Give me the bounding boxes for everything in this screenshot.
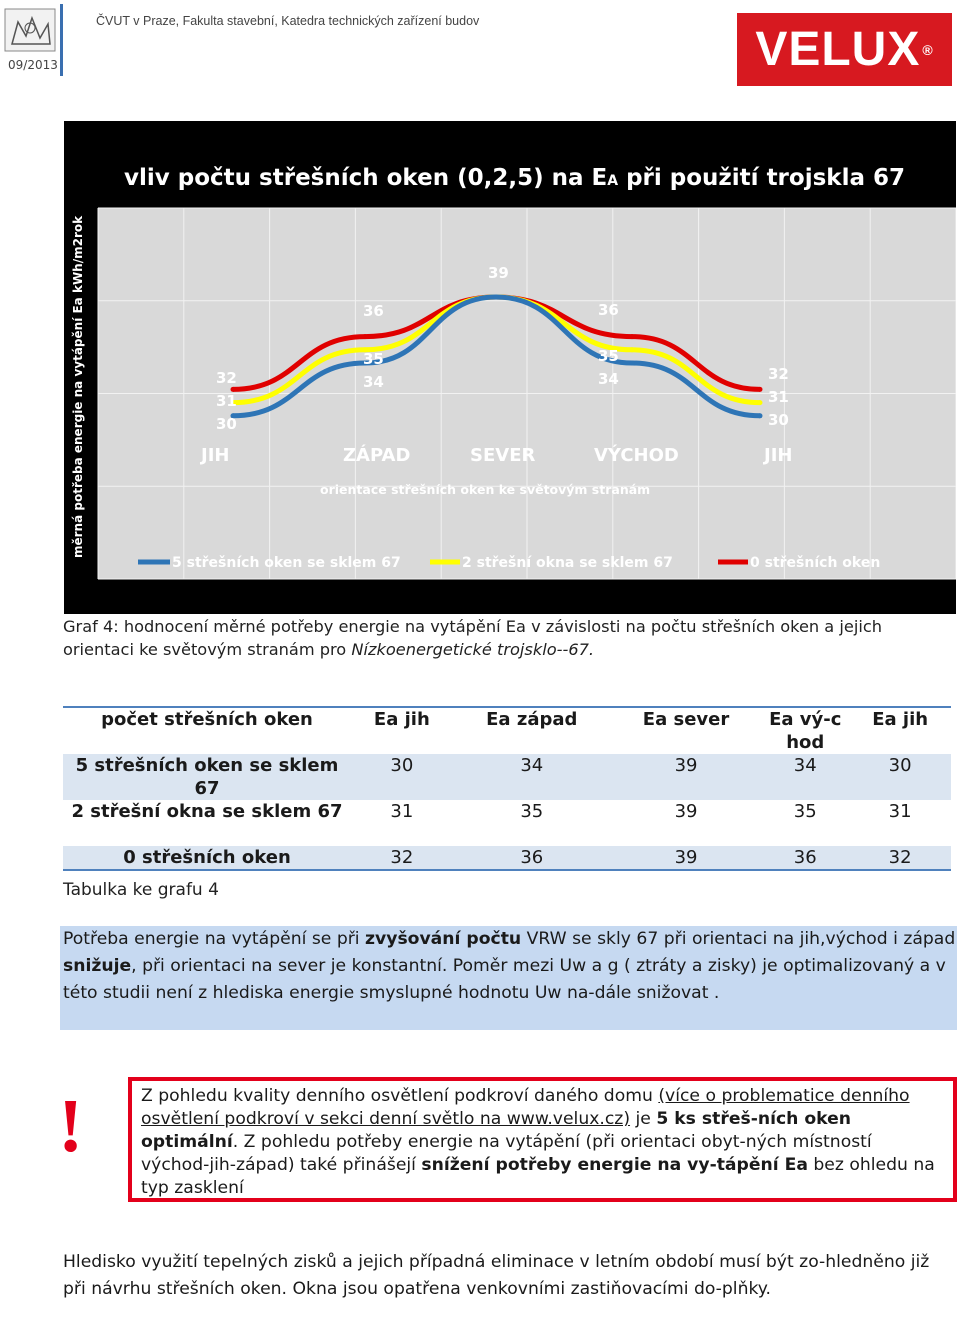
legend-label: 2 střešní okna se sklem 67	[462, 555, 673, 571]
cell: 34	[793, 755, 817, 776]
chart-caption: Graf 4: hodnocení měrné potřeby energie na vytápění Ea v závislosti na počtu střešních oken a jejich orientaci ke světovým stranám pro Nízkoenergetické trojsklo--67.	[63, 617, 882, 659]
table-row	[63, 800, 951, 846]
caption-italic: Nízkoenergetické trojsklo--67.	[351, 640, 595, 659]
cell: 31	[888, 801, 912, 822]
y-axis-label: měrná potřeba energie na vytápění Ea kWh/m2rok	[71, 215, 85, 558]
cell: 39	[674, 847, 698, 868]
cell: 39	[674, 801, 698, 822]
table-row	[63, 754, 951, 800]
category-label: JIH	[764, 445, 793, 466]
velux-logo	[737, 13, 952, 86]
data-label: 32	[216, 369, 237, 387]
row-label: 0 střešních oken	[123, 847, 291, 868]
cell: 36	[793, 847, 817, 868]
data-label: 39	[488, 264, 509, 282]
table-row	[63, 846, 951, 870]
category-label: ZÁPAD	[343, 445, 411, 466]
table-header-row	[63, 707, 951, 754]
data-point	[494, 295, 499, 300]
category-label: SEVER	[470, 445, 536, 466]
warning-box: Z pohledu kvality denního osvětlení podkroví daného domu (více o problematice denního osvětlení podkroví v sekci denní světlo na www.velux.cz) je 5 ks střeš-ních oken optimální. Z pohledu potřeby energie na vytápění (při orientaci obyt-ných místností východ-jih-západ) také přinášejí snížení potřeby energie na vy-tápění Ea bez ohledu na typ zasklení	[128, 1077, 957, 1202]
th-south-2: Ea jih	[849, 707, 951, 754]
data-label: 36	[598, 301, 619, 319]
cell: 39	[674, 755, 698, 776]
legend-label: 0 střešních oken	[750, 555, 881, 571]
cell: 32	[888, 847, 912, 868]
table-caption: Tabulka ke grafu 4	[63, 880, 219, 900]
velux-link[interactable]: (více o problematice denního osvětlení podkroví v sekci denní světlo na www.velux.cz)	[141, 1086, 910, 1129]
data-label: 34	[598, 370, 619, 388]
warning-icon: !	[58, 1084, 84, 1168]
cell: 30	[390, 755, 414, 776]
row-label: 5 střešních oken se sklem 67	[75, 755, 339, 799]
chart-svg	[64, 121, 956, 614]
th-west: Ea západ	[453, 707, 611, 754]
data-point	[363, 334, 368, 339]
data-label: 30	[768, 411, 789, 429]
data-point	[758, 387, 763, 392]
data-label: 34	[363, 373, 384, 391]
th-east: Ea vý-chod	[761, 707, 849, 754]
th-north: Ea sever	[611, 707, 761, 754]
brand-mark: ®	[922, 41, 934, 58]
header-date: 09/2013	[8, 58, 58, 72]
page-header	[0, 0, 960, 100]
data-label: 31	[768, 388, 789, 406]
final-paragraph: Hledisko využití tepelných zisků a jejich případná eliminace v letním období musí být zo-hledněno již při návrhu střešních oken. Okna jsou opatřena venkovními zastiňovacími do-plňky.	[63, 1252, 930, 1299]
data-point	[630, 334, 635, 339]
cell: 30	[888, 755, 912, 776]
legend	[138, 555, 880, 571]
energy-note: Potřeba energie na vytápění se při zvyšování počtu VRW se skly 67 při orientaci na jih,východ i západ snižuje, při orientaci na sever je konstantní. Poměr mezi Uw a g ( ztráty a zisky) je optimalizovaný a v této studii není z hlediska energie smyslupné hodnotu Uw na-dále snižovat .	[60, 926, 957, 1030]
row-label: 2 střešní okna se sklem 67	[71, 801, 343, 822]
category-label: VÝCHOD	[594, 445, 679, 466]
x-axis-label: orientace střešních oken ke světovým stranám	[320, 482, 651, 497]
data-label: 32	[768, 365, 789, 383]
header-divider	[60, 4, 63, 76]
cell: 34	[520, 755, 544, 776]
th-south: Ea jih	[351, 707, 453, 754]
brand-name: VELUX	[755, 23, 921, 76]
cell: 31	[390, 801, 414, 822]
data-point	[630, 347, 635, 352]
data-point	[630, 361, 635, 366]
cell: 32	[390, 847, 414, 868]
data-label: 35	[363, 350, 384, 368]
institution-name: ČVUT v Praze, Fakulta stavební, Katedra technických zařízení budov	[96, 14, 480, 28]
th-count: počet střešních oken	[63, 707, 351, 754]
data-label: 30	[216, 415, 237, 433]
data-label: 35	[598, 347, 619, 365]
data-label: 36	[363, 302, 384, 320]
chart	[64, 121, 956, 614]
data-point	[758, 400, 763, 405]
data-table	[63, 706, 951, 871]
cell: 35	[520, 801, 544, 822]
category-label: JIH	[201, 445, 230, 466]
university-logo-icon	[4, 8, 56, 52]
data-point	[758, 413, 763, 418]
data-label: 31	[216, 392, 237, 410]
cell: 36	[520, 847, 544, 868]
cell: 35	[793, 801, 817, 822]
legend-label: 5 střešních oken se sklem 67	[172, 555, 401, 571]
chart-title: vliv počtu střešních oken (0,2,5) na EA při použití trojskla 67	[124, 165, 905, 191]
